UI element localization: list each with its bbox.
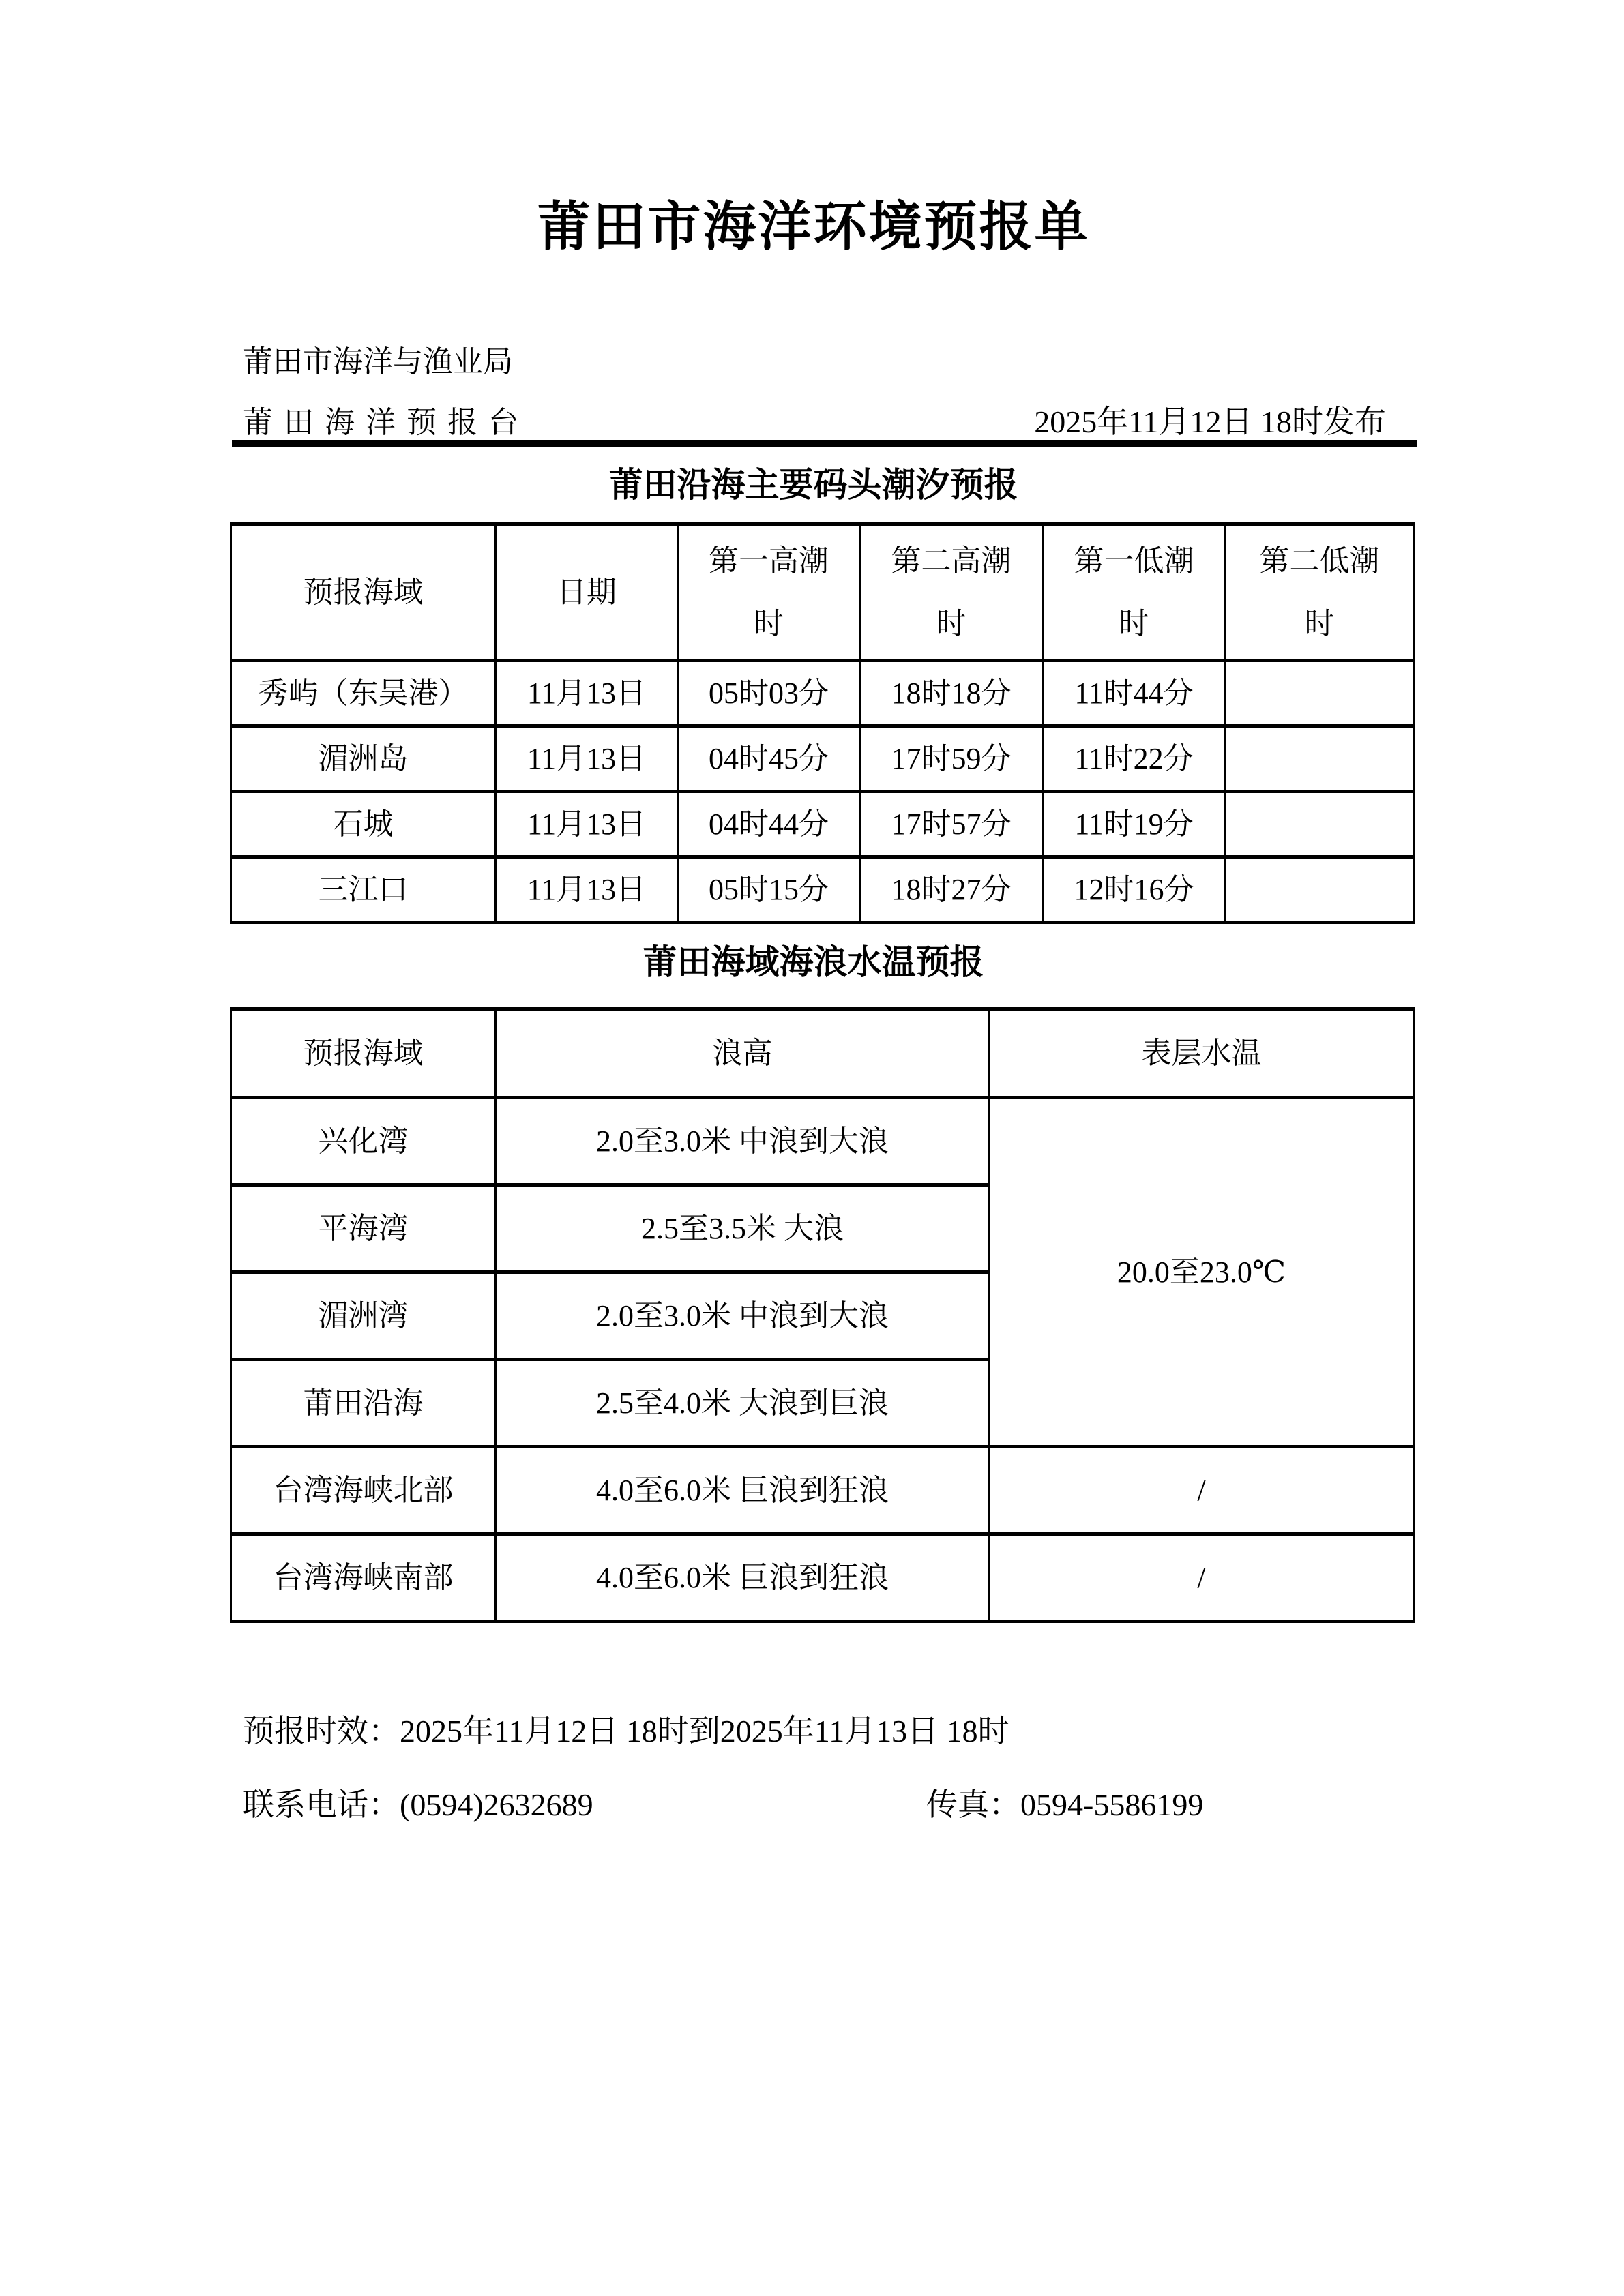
tide-cell-high1: 05时15分 xyxy=(678,857,860,923)
wave-cell-area: 台湾海峡北部 xyxy=(231,1447,496,1534)
tide-cell-high1: 04时45分 xyxy=(678,726,860,792)
wave-cell-area: 湄洲湾 xyxy=(231,1272,496,1360)
wave-cell-height: 2.0至3.0米 中浪到大浪 xyxy=(496,1098,990,1185)
tide-header-low1-unit: 时 xyxy=(1119,606,1149,640)
tide-table-row xyxy=(231,661,1414,726)
tide-cell-low1: 11时19分 xyxy=(1043,792,1226,857)
wave-cell-height: 2.5至3.5米 大浪 xyxy=(496,1185,990,1272)
tide-cell-low1: 11时44分 xyxy=(1043,661,1226,726)
tide-cell-high2: 17时57分 xyxy=(860,792,1043,857)
tide-header-high1 xyxy=(678,524,860,661)
tide-cell-low1: 11时22分 xyxy=(1043,726,1226,792)
tide-cell-high1: 04时44分 xyxy=(678,792,860,857)
tide-table xyxy=(230,522,1415,924)
wave-cell-area: 平海湾 xyxy=(231,1185,496,1272)
tide-cell-date: 11月13日 xyxy=(496,661,678,726)
tide-cell-low2 xyxy=(1226,726,1414,792)
issuer-row xyxy=(243,397,1386,442)
tide-cell-area: 三江口 xyxy=(231,857,496,923)
wave-header-temp: 表层水温 xyxy=(990,1009,1414,1098)
tide-header-high1-label: 第一高潮 xyxy=(709,543,829,578)
wave-header-area: 预报海域 xyxy=(231,1009,496,1098)
tide-cell-high2: 18时27分 xyxy=(860,857,1043,923)
tide-header-low2-label: 第二低潮 xyxy=(1259,543,1380,578)
wave-table-row xyxy=(231,1447,1414,1534)
tide-table-header-row xyxy=(231,524,1414,661)
tide-header-high1-unit: 时 xyxy=(754,606,784,640)
tide-cell-low2 xyxy=(1226,857,1414,923)
tide-cell-date: 11月13日 xyxy=(496,857,678,923)
wave-table-row xyxy=(231,1534,1414,1622)
tide-cell-area: 湄洲岛 xyxy=(231,726,496,792)
wave-cell-area: 台湾海峡南部 xyxy=(231,1534,496,1622)
wave-temp-merged-cell: 20.0至23.0℃ xyxy=(990,1098,1414,1447)
contact-phone: 联系电话：(0594)2632689 xyxy=(243,1787,593,1822)
issuer-station: 莆田海洋预报台 xyxy=(243,406,529,439)
wave-cell-temp: / xyxy=(990,1534,1414,1622)
wave-cell-area: 兴化湾 xyxy=(231,1098,496,1185)
tide-header-low2-unit: 时 xyxy=(1304,606,1335,640)
tide-header-area: 预报海域 xyxy=(231,524,496,661)
tide-cell-date: 11月13日 xyxy=(496,792,678,857)
tide-header-high2-unit: 时 xyxy=(936,606,966,640)
tide-table-row xyxy=(231,857,1414,923)
tide-cell-low2 xyxy=(1226,792,1414,857)
wave-cell-height: 4.0至6.0米 巨浪到狂浪 xyxy=(496,1447,990,1534)
wave-header-wave: 浪高 xyxy=(496,1009,990,1098)
wave-cell-area: 莆田沿海 xyxy=(231,1360,496,1447)
contact-fax: 传真：0594-5586199 xyxy=(926,1787,1204,1822)
tide-header-high2-label: 第二高潮 xyxy=(891,543,1012,578)
publish-datetime: 2025年11月12日 18时发布 xyxy=(1034,404,1386,439)
wave-table xyxy=(230,1007,1415,1623)
wave-cell-height: 2.0至3.0米 中浪到大浪 xyxy=(496,1272,990,1360)
wave-cell-height: 2.5至4.0米 大浪到巨浪 xyxy=(496,1360,990,1447)
tide-cell-high2: 18时18分 xyxy=(860,661,1043,726)
tide-header-low1 xyxy=(1043,524,1226,661)
tide-cell-date: 11月13日 xyxy=(496,726,678,792)
tide-header-date: 日期 xyxy=(496,524,678,661)
divider-rule xyxy=(232,440,1417,447)
tide-cell-high1: 05时03分 xyxy=(678,661,860,726)
tide-section-title: 莆田沿海主要码头潮汐预报 xyxy=(608,466,1018,504)
tide-cell-area: 秀屿（东吴港） xyxy=(231,661,496,726)
tide-header-low1-label: 第一低潮 xyxy=(1074,543,1194,578)
wave-section-title: 莆田海域海浪水温预报 xyxy=(643,943,984,981)
forecast-validity: 预报时效：2025年11月12日 18时到2025年11月13日 18时 xyxy=(243,1714,1009,1748)
tide-cell-high2: 17时59分 xyxy=(860,726,1043,792)
wave-cell-temp: / xyxy=(990,1447,1414,1534)
tide-table-row xyxy=(231,726,1414,792)
tide-header-low2 xyxy=(1226,524,1414,661)
tide-table-row xyxy=(231,792,1414,857)
tide-cell-low1: 12时16分 xyxy=(1043,857,1226,923)
wave-cell-height: 4.0至6.0米 巨浪到狂浪 xyxy=(496,1534,990,1622)
wave-table-header-row xyxy=(231,1009,1414,1098)
tide-cell-area: 石城 xyxy=(231,792,496,857)
tide-header-high2 xyxy=(860,524,1043,661)
issuer-bureau: 莆田市海洋与渔业局 xyxy=(243,345,513,378)
wave-table-row xyxy=(231,1098,1414,1185)
document-title: 莆田市海洋环境预报单 xyxy=(537,197,1090,256)
tide-cell-low2 xyxy=(1226,661,1414,726)
